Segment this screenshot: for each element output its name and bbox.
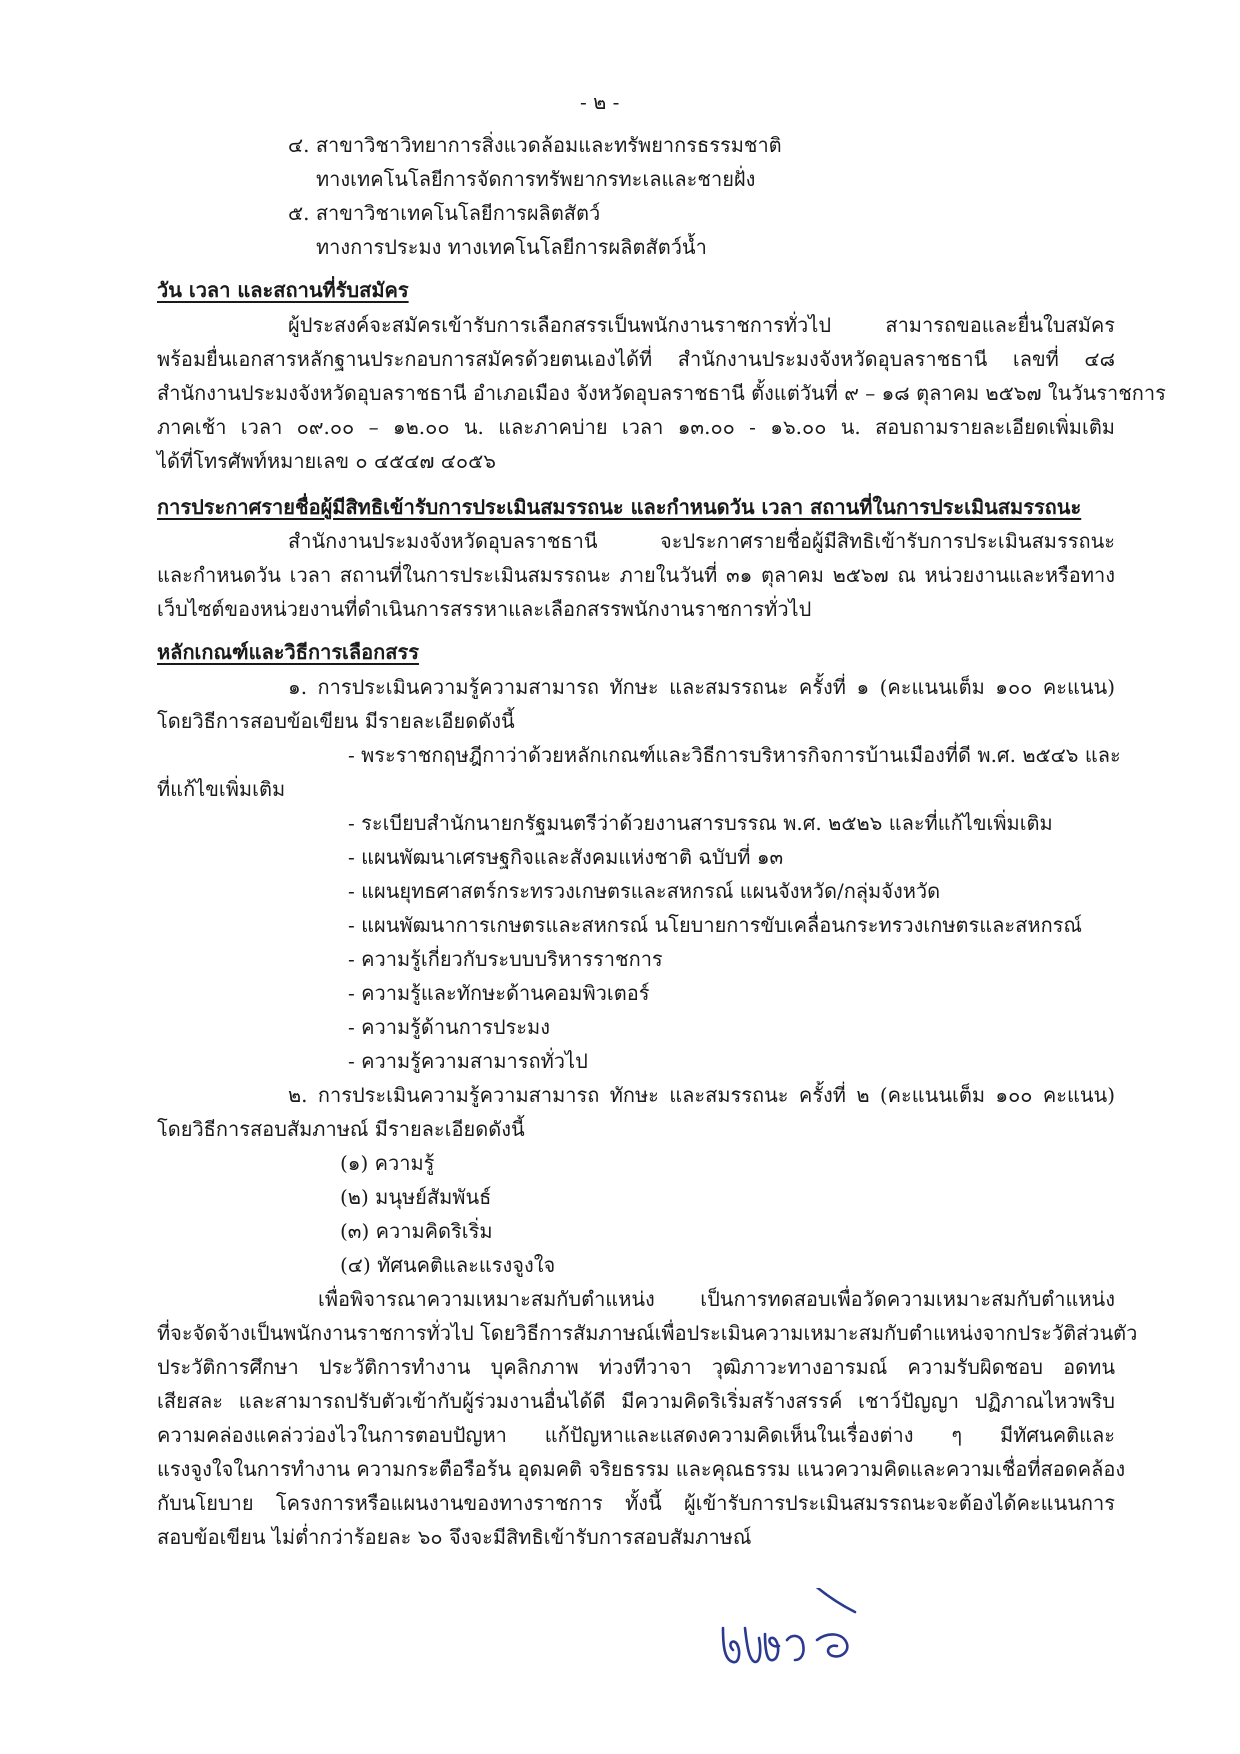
list-item: - แผนยุทธศาสตร์กระทรวงเกษตรและสหกรณ์ แผนจังหวัด/กลุ่มจังหวัด <box>348 879 941 903</box>
paragraph-line: และกำหนดวัน เวลา สถานที่ในการประเมินสมรรถนะ ภายในวันที่ ๓๑ ตุลาคม ๒๕๖๗ ณ หน่วยงานและหรือทาง <box>157 563 1115 587</box>
list-item: - ความรู้ด้านการประมง <box>348 1015 550 1039</box>
list-item: (๔) ทัศนคติและแรงจูงใจ <box>340 1253 556 1277</box>
list-item: - พระราชกฤษฎีกาว่าด้วยหลักเกณฑ์และวิธีการบริหารกิจการบ้านเมืองที่ดี พ.ศ. ๒๕๔๖ และ <box>348 743 1121 767</box>
list-item: - แผนพัฒนาเศรษฐกิจและสังคมแห่งชาติ ฉบับที่ ๑๓ <box>348 845 784 869</box>
paragraph-line: กับนโยบาย โครงการหรือแผนงานของทางราชการ ทั้งนี้ ผู้เข้ารับการประเมินสมรรถนะจะต้องได้คะแนนการ <box>157 1491 1115 1515</box>
list-item: (๑) ความรู้ <box>340 1151 435 1175</box>
list-item: - ระเบียบสำนักนายกรัฐมนตรีว่าด้วยงานสารบรรณ พ.ศ. ๒๕๒๖ และที่แก้ไขเพิ่มเติม <box>348 811 1053 835</box>
paragraph-line: ๒. การประเมินความรู้ความสามารถ ทักษะ และสมรรถนะ ครั้งที่ ๒ (คะแนนเต็ม ๑๐๐ คะแนน) <box>288 1083 1115 1107</box>
paragraph-line: สำนักงานประมงจังหวัดอุบลราชธานี จะประกาศรายชื่อผู้มีสิทธิเข้ารับการประเมินสมรรถนะ <box>288 529 1115 553</box>
list-item: ทางเทคโนโลยีการจัดการทรัพยากรทะเลและชายฝั่ง <box>316 167 756 191</box>
list-item: ๕. สาขาวิชาเทคโนโลยีการผลิตสัตว์ <box>288 201 601 225</box>
handwritten-signature <box>715 1588 885 1678</box>
paragraph-line: ภาคเช้า เวลา ๐๙.๐๐ – ๑๒.๐๐ น. และภาคบ่าย เวลา ๑๓.๐๐ - ๑๖.๐๐ น. สอบถามรายละเอียดเพิ่มเติม <box>157 415 1115 439</box>
list-item: - ความรู้และทักษะด้านคอมพิวเตอร์ <box>348 981 650 1005</box>
paragraph-line: ผู้ประสงค์จะสมัครเข้ารับการเลือกสรรเป็นพนักงานราชการทั่วไป สามารถขอและยื่นใบสมัคร <box>288 313 1115 337</box>
paragraph-line: ที่จะจัดจ้างเป็นพนักงานราชการทั่วไป โดยวิธีการสัมภาษณ์เพื่อประเมินความเหมาะสมกับตำแหน่งจากประวัติส่วนตัว <box>157 1321 1138 1345</box>
paragraph-line: สำนักงานประมงจังหวัดอุบลราชธานี อำเภอเมือง จังหวัดอุบลราชธานี ตั้งแต่วันที่ ๙ – ๑๘ ตุลาคม ๒๕๖๗ ในวันราชการ <box>157 381 1166 405</box>
paragraph-line: ได้ที่โทรศัพท์หมายเลข ๐ ๔๕๔๗ ๔๐๕๖ <box>157 449 496 473</box>
paragraph-line: เพื่อพิจารณาความเหมาะสมกับตำแหน่ง เป็นการทดสอบเพื่อวัดความเหมาะสมกับตำแหน่ง <box>318 1287 1115 1311</box>
paragraph-line: ประวัติการศึกษา ประวัติการทำงาน บุคลิกภาพ ท่วงทีวาจา วุฒิภาวะทางอารมณ์ ความรับผิดชอบ อดทน <box>157 1355 1115 1379</box>
paragraph-line: โดยวิธีการสอบข้อเขียน มีรายละเอียดดังนี้ <box>157 709 515 733</box>
section-heading-apply: วัน เวลา และสถานที่รับสมัคร <box>157 278 409 302</box>
list-item: - แผนพัฒนาการเกษตรและสหกรณ์ นโยบายการขับเคลื่อนกระทรวงเกษตรและสหกรณ์ <box>348 913 1082 937</box>
section-heading-announce: การประกาศรายชื่อผู้มีสิทธิเข้ารับการประเมินสมรรถนะ และกำหนดวัน เวลา สถานที่ในการประเมินสมรรถนะ <box>157 495 1082 519</box>
list-item: ๔. สาขาวิชาวิทยาการสิ่งแวดล้อมและทรัพยากรธรรมชาติ <box>288 133 782 157</box>
paragraph-line: ความคล่องแคล่วว่องไวในการตอบปัญหา แก้ปัญหาและแสดงความคิดเห็นในเรื่องต่าง ๆ มีทัศนคติและ <box>157 1423 1115 1447</box>
list-item: (๒) มนุษย์สัมพันธ์ <box>340 1185 492 1209</box>
list-item: ที่แก้ไขเพิ่มเติม <box>157 777 286 801</box>
paragraph-line: โดยวิธีการสอบสัมภาษณ์ มีรายละเอียดดังนี้ <box>157 1117 525 1141</box>
section-heading-criteria: หลักเกณฑ์และวิธีการเลือกสรร <box>157 640 419 664</box>
paragraph-line: แรงจูงใจในการทำงาน ความกระตือรือร้น อุดมคติ จริยธรรม และคุณธรรม แนวความคิดและความเชื่อที่สอดคล้อง <box>157 1457 1126 1481</box>
paragraph-line: ๑. การประเมินความรู้ความสามารถ ทักษะ และสมรรถนะ ครั้งที่ ๑ (คะแนนเต็ม ๑๐๐ คะแนน) <box>288 675 1115 699</box>
paragraph-line: เว็บไซต์ของหน่วยงานที่ดำเนินการสรรหาและเลือกสรรพนักงานราชการทั่วไป <box>157 597 812 621</box>
list-item: - ความรู้ความสามารถทั่วไป <box>348 1049 588 1073</box>
list-item: (๓) ความคิดริเริ่ม <box>340 1219 493 1243</box>
paragraph-line: สอบข้อเขียน ไม่ต่ำกว่าร้อยละ ๖๐ จึงจะมีสิทธิเข้ารับการสอบสัมภาษณ์ <box>157 1525 752 1549</box>
list-item: ทางการประมง ทางเทคโนโลยีการผลิตสัตว์น้ำ <box>316 235 707 259</box>
paragraph-line: พร้อมยื่นเอกสารหลักฐานประกอบการสมัครด้วยตนเองได้ที่ สำนักงานประมงจังหวัดอุบลราชธานี เลขที่ ๔๘ <box>157 347 1115 371</box>
paragraph-line: เสียสละ และสามารถปรับตัวเข้ากับผู้ร่วมงานอื่นได้ดี มีความคิดริเริ่มสร้างสรรค์ เชาว์ปัญญา ปฏิภาณไหวพริบ <box>157 1389 1115 1413</box>
page-number: - ๒ - <box>580 90 620 114</box>
list-item: - ความรู้เกี่ยวกับระบบบริหารราชการ <box>348 947 663 971</box>
